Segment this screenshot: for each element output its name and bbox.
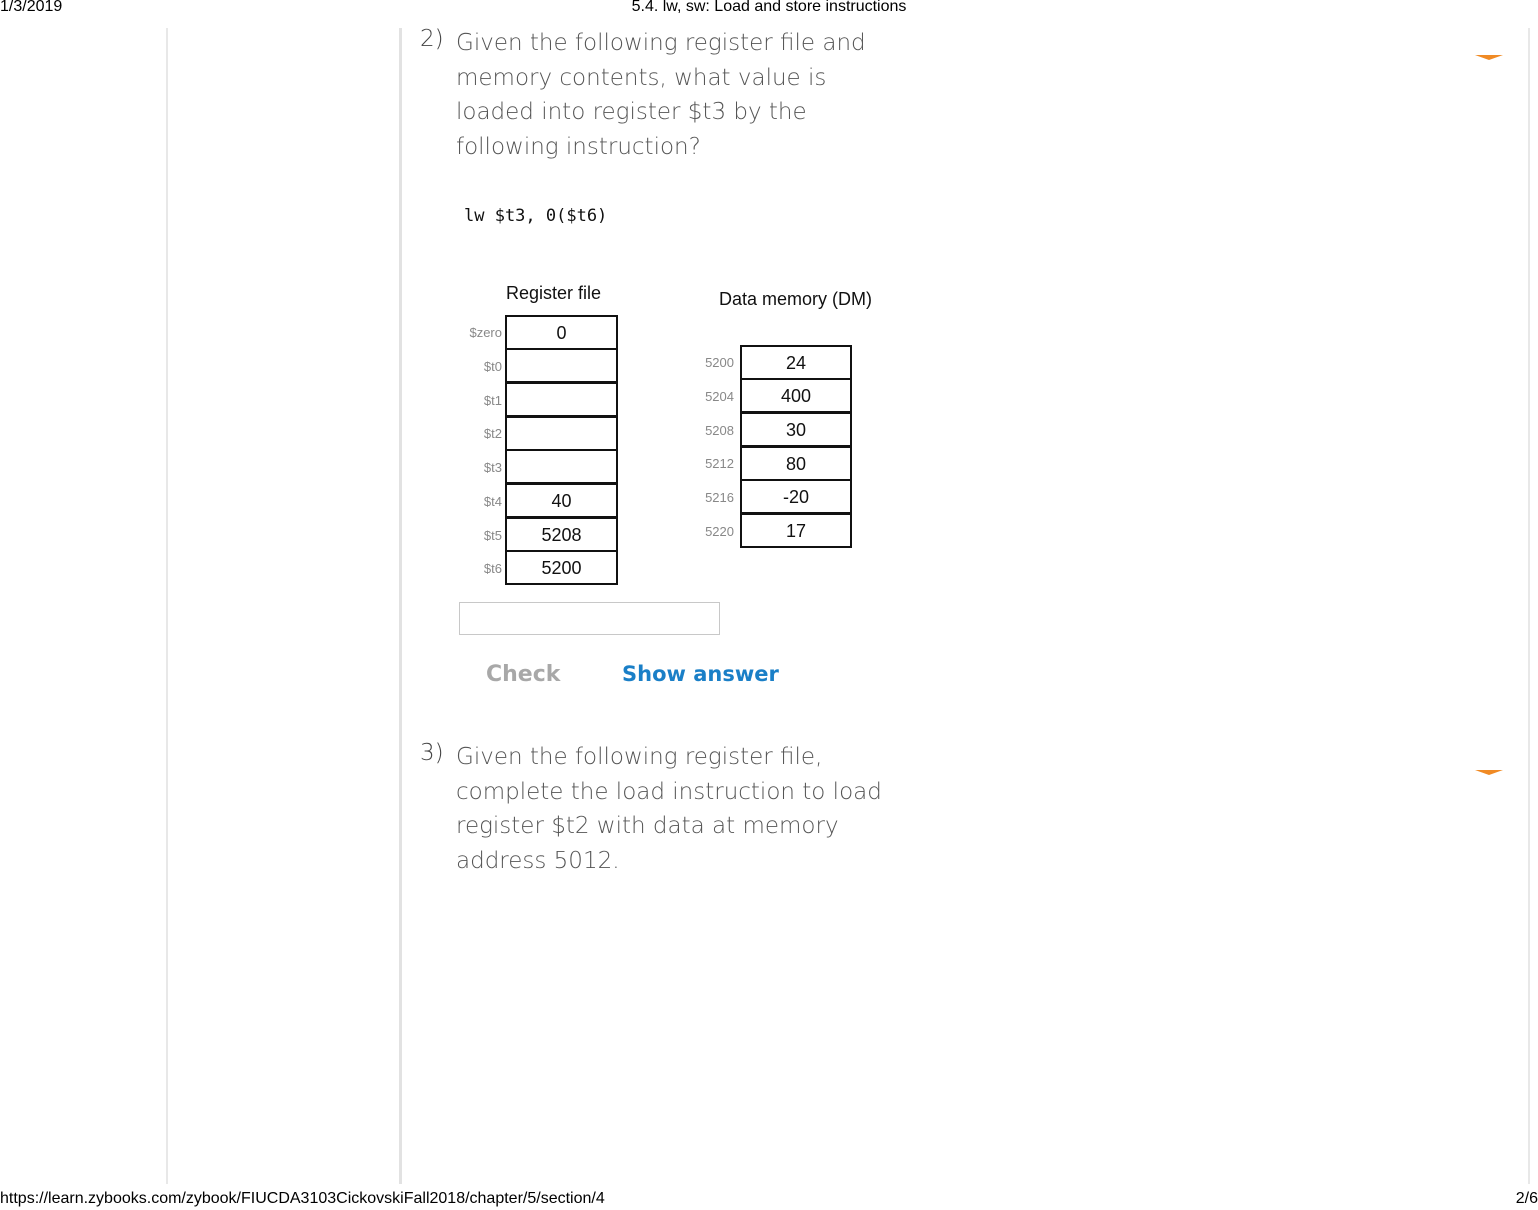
register-cell: 40 <box>505 483 618 518</box>
memory-cell: -20 <box>740 479 852 514</box>
check-button[interactable]: Check <box>486 662 561 687</box>
register-file-title: Register file <box>506 283 602 303</box>
data-memory-title: Data memory (DM) <box>719 289 873 309</box>
memory-address: 5208 <box>705 423 734 438</box>
answer-input[interactable] <box>459 602 720 635</box>
memory-address: 5200 <box>705 355 734 370</box>
collapse-chevron-icon[interactable] <box>1475 770 1503 775</box>
right-divider <box>1528 28 1530 1184</box>
memory-cell: 30 <box>740 412 852 447</box>
question-number: 2) <box>420 26 444 52</box>
question-prompt: Given the following register file, complete the load instruction to load register $t2 with data at memory address 5012. <box>456 744 882 874</box>
register-cell: 0 <box>505 315 618 350</box>
left-divider <box>166 28 168 1184</box>
register-cell <box>505 416 618 451</box>
content-divider <box>399 28 402 1184</box>
register-cell <box>505 348 618 383</box>
print-title: 5.4. lw, sw: Load and store instructions <box>631 0 907 15</box>
register-name: $t5 <box>483 528 502 543</box>
memory-address: 5220 <box>705 524 734 539</box>
collapse-chevron-icon[interactable] <box>1475 55 1503 60</box>
memory-cell: 17 <box>740 513 852 548</box>
register-name: $t4 <box>483 494 502 509</box>
memory-address: 5204 <box>705 389 734 404</box>
print-url: https://learn.zybooks.com/zybook/FIUCDA3103CickovskiFall2018/chapter/5/section/4 <box>0 1190 605 1207</box>
print-footer <box>0 1190 1538 1210</box>
register-name: $t3 <box>483 460 502 475</box>
memory-cell: 400 <box>740 378 852 413</box>
memory-cell: 80 <box>740 446 852 481</box>
register-name: $t6 <box>483 561 502 576</box>
instruction-code: lw $t3, 0($t6) <box>464 206 608 226</box>
memory-cell: 24 <box>740 345 852 380</box>
print-page-number: 2/6 <box>1515 1190 1538 1207</box>
register-cell <box>505 382 618 417</box>
register-name: $t0 <box>483 359 502 374</box>
register-cell: 5200 <box>505 550 618 585</box>
register-name: $t1 <box>483 393 502 408</box>
print-date: 1/3/2019 <box>0 0 63 15</box>
print-header <box>0 0 1538 18</box>
question-prompt: Given the following register file and memory contents, what value is loaded into register $t3 by the following instruction? <box>456 30 866 160</box>
question-number: 3) <box>420 740 444 766</box>
register-name: $zero <box>469 325 502 340</box>
memory-address: 5212 <box>705 456 734 471</box>
memory-address: 5216 <box>705 490 734 505</box>
register-name: $t2 <box>483 426 502 441</box>
register-cell: 5208 <box>505 517 618 552</box>
show-answer-button[interactable]: Show answer <box>622 662 779 686</box>
register-cell <box>505 449 618 484</box>
